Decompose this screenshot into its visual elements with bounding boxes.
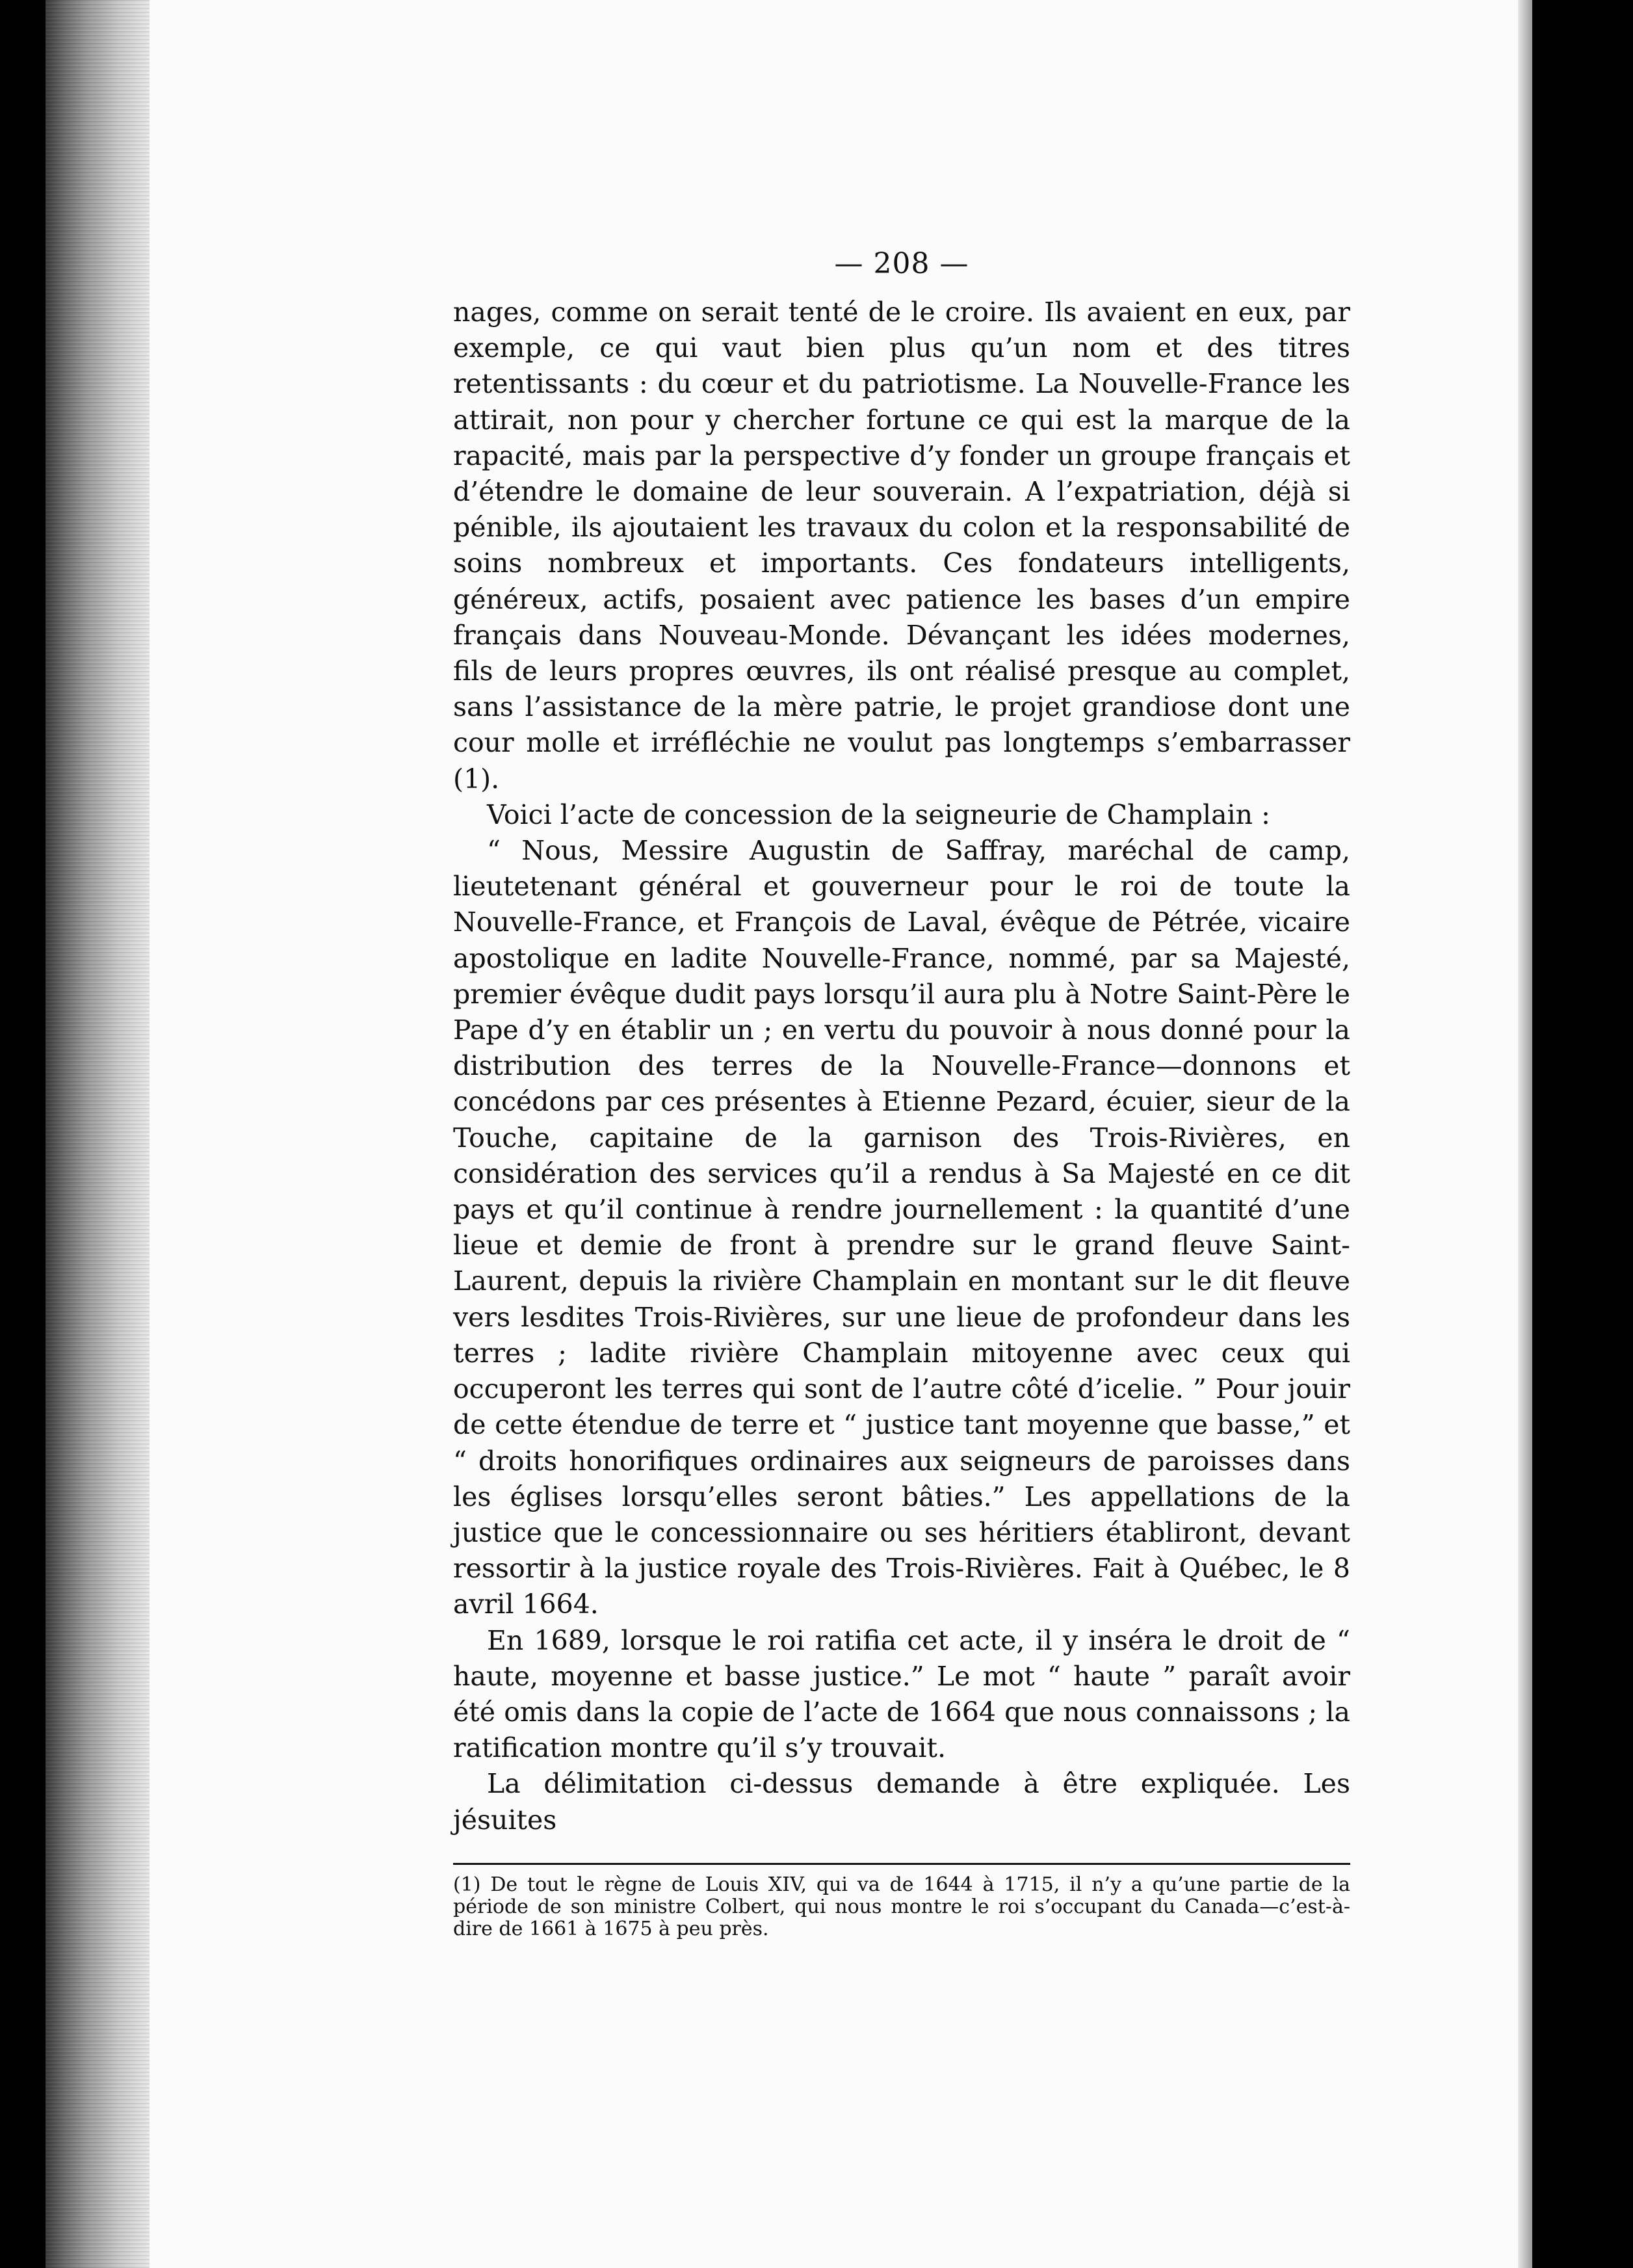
page-number: — 208 — [834, 247, 969, 280]
page-content [453, 247, 1350, 1940]
paragraph-2: Voici l’acte de concession de la seigneurie de Champlain : [487, 798, 1270, 830]
paragraph-5: La délimitation ci-dessus demande à être expliquée. Les jésuites [453, 1768, 1350, 1836]
paragraph-3-concession-act: “ Nous, Messire Augustin de Saffray, maréchal de camp, lieutetenant général et gouverneur pour le roi de toute la Nouvelle-France, et François de Laval, évêque de Pétrée, vicaire apostolique en ladite Nouvelle-France, nommé, par sa Majesté, premier évêque dudit pays lorsqu’il aura plu à Notre Saint-Père le Pape d’y en établir un ; en vertu du pouvoir à nous donné pour la distribution des terres de la Nouvelle-France—donnons et concédons par ces présentes à Etienne Pezard, écuier, sieur de la Touche, capitaine de la garnison des Trois-Rivières, en considération des services qu’il a rendus à Sa Majesté en ce dit pays et qu’il continue à rendre journellement : la quantité d’une lieue et demie de front à prendre sur le grand fleuve Saint-Laurent, depuis la rivière Champlain en montant sur le dit fleuve vers lesdites Trois-Rivières, sur une lieue de profondeur dans les terres ; ladite rivière Champlain mitoyenne avec ceux qui occuperont les terres qui sont de l’autre côté d’icelie. ” Pour jouir de cette étendue de terre et “ justice tant moyenne que basse,” et “ droits honorifiques ordinaires aux seigneurs de paroisses dans les églises lorsqu’elles seront bâties.” Les appellations de la justice que le concessionnaire ou ses héritiers établiront, devant ressortir à la justice royale des Trois-Rivières. Fait à Québec, le 8 avril 1664. [453, 835, 1350, 1620]
scan-left-margin [0, 0, 46, 2268]
footnote-divider [453, 1863, 1350, 1865]
paragraph-4: En 1689, lorsque le roi ratifia cet acte, il y inséra le droit de “ haute, moyenne et basse justice.” Le mot “ haute ” paraît avoir été omis dans la copie de l’acte de 1664 que nous connaissons ; la ratification montre qu’il s’y trouvait. [453, 1624, 1350, 1764]
page-edge-shadow [1518, 0, 1532, 2268]
scan-right-margin [1532, 0, 1633, 2268]
paragraph-1: nages, comme on serait tenté de le croire. Ils avaient en eux, par exemple, ce qui vaut bien plus qu’un nom et des titres retentissants : du cœur et du patriotisme. La Nouvelle-France les attirait, non pour y chercher fortune ce qui est la marque de la rapacité, mais par la perspective d’y fonder un groupe français et d’étendre le domaine de leur souverain. A l’expatriation, déjà si pénible, ils ajoutaient les travaux du colon et la responsabilité de soins nombreux et importants. Ces fondateurs intelligents, généreux, actifs, posaient avec patience les bases d’un empire français dans Nouveau-Monde. Dévançant les idées modernes, fils de leurs propres œuvres, ils ont réalisé presque au complet, sans l’assistance de la mère patrie, le projet grandiose dont une cour molle et irréfléchie ne voulut pas longtemps s’embarrasser (1). [453, 297, 1350, 795]
footnote: (1) De tout le règne de Louis XIV, qui va de 1644 à 1715, il n’y a qu’une partie de la période de son ministre Colbert, qui nous montre le roi s’occupant du Canada—c’est-à-dire de 1661 à 1675 à peu près. [453, 1873, 1350, 1940]
book-binding-gutter [46, 0, 150, 2268]
